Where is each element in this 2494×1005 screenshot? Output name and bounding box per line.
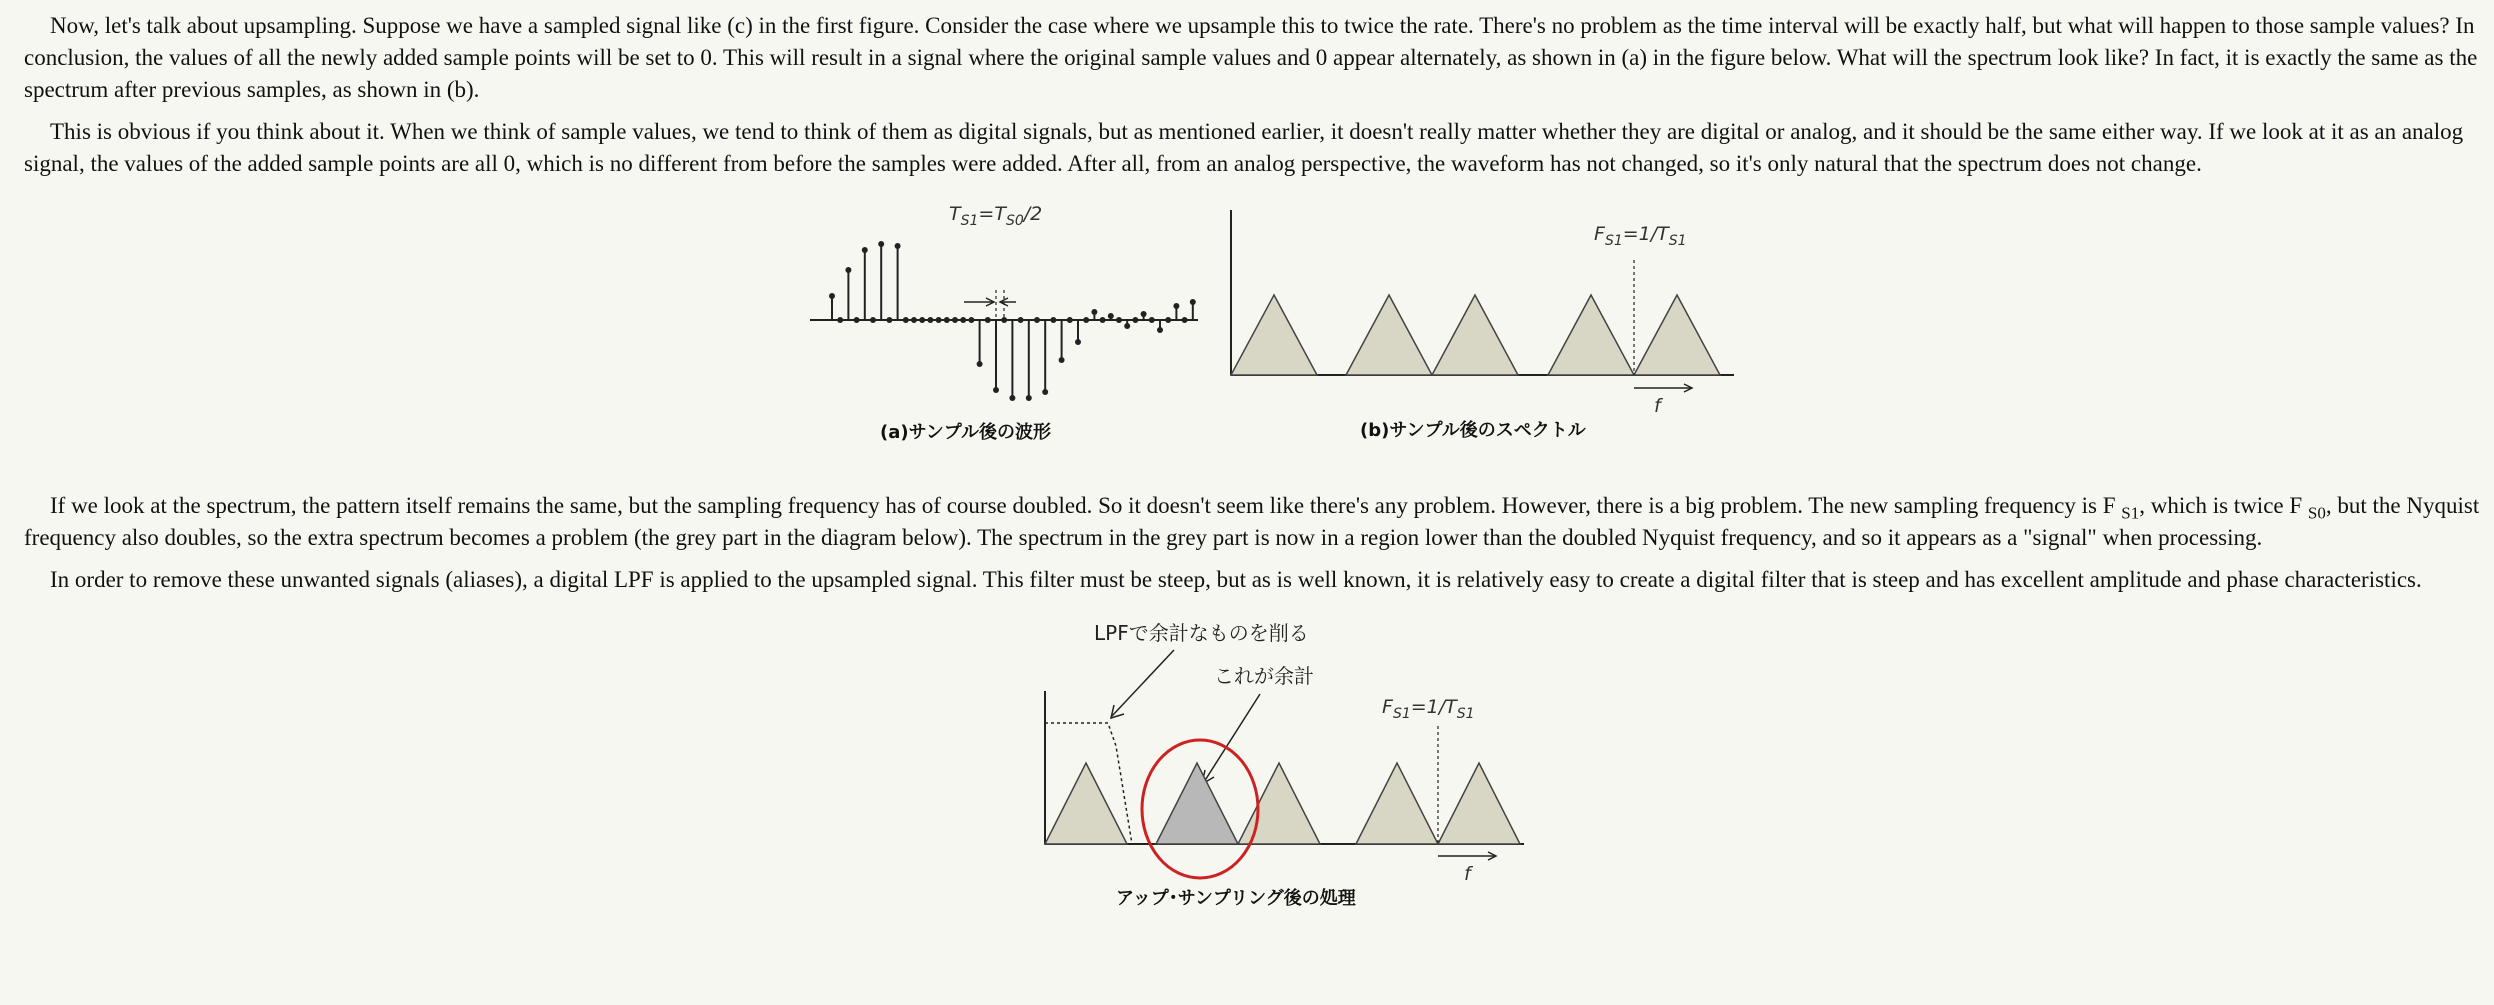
frequency-label: f	[1654, 395, 1661, 417]
sample-point	[895, 243, 901, 249]
spectrum-triangle	[1231, 295, 1317, 375]
sample-point	[1018, 317, 1024, 323]
sample-point	[837, 317, 843, 323]
sample-point	[1009, 395, 1015, 401]
sample-point	[854, 317, 860, 323]
sample-point	[1141, 311, 1147, 317]
sample-point	[903, 317, 909, 323]
sample-point	[1108, 313, 1114, 319]
sample-point	[1067, 317, 1073, 323]
caption-spectrum: (b)サンプル後のスペクトル	[1360, 420, 1586, 441]
spectrum-triangle	[1356, 763, 1438, 844]
sample-point	[829, 293, 835, 299]
sample-point	[870, 317, 876, 323]
spectrum-triangle	[1432, 295, 1518, 375]
sample-point	[886, 317, 892, 323]
sample-point	[1116, 317, 1122, 323]
sample-point	[960, 317, 966, 323]
spectrum-figure	[1224, 190, 1744, 430]
sample-point	[1059, 357, 1065, 363]
sample-point	[862, 247, 868, 253]
sample-point	[1149, 317, 1155, 323]
sample-point	[1190, 299, 1196, 305]
paragraph-2: This is obvious if you think about it. When we think of sample values, we tend to think of them as digital signals, but as mentioned earlier, it doesn't really matter whether they are digital or analog, and it should be the same either way. If we look at it as an analog signal, the values of the added sample points are all 0, which is no different from before the samples were added. After all, from an analog perspective, the waveform has not changed, so it's only natural that the spectrum does not change.	[24, 119, 2464, 176]
sample-interval-label: $T_{S1}=T_{S0}/2$	[949, 203, 1043, 229]
sample-point	[968, 317, 974, 323]
sample-point	[977, 361, 983, 367]
fs-label: $F_{S1}=1/T_{S1}$	[1382, 696, 1475, 722]
sample-point	[1026, 395, 1032, 401]
figure-upsampled-signal	[24, 190, 2480, 490]
sample-point	[878, 241, 884, 247]
sample-point	[919, 317, 925, 323]
caption-lpf-processing: アップ･サンプリング後の処理	[1116, 888, 1356, 909]
sample-point	[1182, 317, 1188, 323]
sample-point	[1124, 323, 1130, 329]
sample-point	[1132, 317, 1138, 323]
sample-point	[936, 317, 942, 323]
figure-lpf-processing	[24, 606, 2480, 926]
sample-point	[1050, 317, 1056, 323]
sample-point	[1034, 317, 1040, 323]
sample-point	[1001, 317, 1007, 323]
lpf-figure	[1014, 606, 1554, 926]
caption-waveform: (a)サンプル後の波形	[880, 422, 1051, 443]
sample-point	[845, 267, 851, 273]
sample-point	[1075, 339, 1081, 345]
waveform-figure	[804, 190, 1204, 450]
sample-point	[944, 317, 950, 323]
sample-point	[1042, 389, 1048, 395]
paragraph-3: If we look at the spectrum, the pattern itself remains the same, but the sampling frequency has of course doubled. So it doesn't seem like there's any problem. However, there is a big problem. The new sampling frequency is F $_{S1}$, which is twice F $_{S0}$, but the Nyquist frequency also doubles, so the extra spectrum becomes a problem (the grey part in the diagram below). The spectrum in the grey part is now in a region lower than the doubled Nyquist frequency, and so it appears as a "signal" when processing.	[24, 493, 2480, 550]
sample-point	[911, 317, 917, 323]
sample-point	[952, 317, 958, 323]
sample-point	[1157, 327, 1163, 333]
sample-point	[1100, 317, 1106, 323]
sample-point	[985, 317, 991, 323]
frequency-label: f	[1464, 863, 1471, 885]
annotation-lpf: LPFで余計なものを削る	[1094, 621, 1309, 645]
spectrum-triangle	[1634, 295, 1720, 375]
alias-triangle	[1156, 763, 1238, 844]
sample-point	[927, 317, 933, 323]
paragraph-4: In order to remove these unwanted signals (aliases), a digital LPF is applied to the upsampled signal. This filter must be steep, but as is well known, it is relatively easy to create a digital filter that is steep and has excellent amplitude and phase characteristics.	[50, 567, 2422, 592]
sample-point	[1083, 317, 1089, 323]
fs-label: $F_{S1}=1/T_{S1}$	[1594, 223, 1687, 249]
article-body	[24, 10, 2480, 926]
spectrum-triangle	[1045, 763, 1127, 844]
paragraph-1: Now, let's talk about upsampling. Suppose we have a sampled signal like (c) in the first figure. Consider the case where we upsample this to twice the rate. There's no problem as the time interval will be exactly half, but what will happen to those sample values? In conclusion, the values of all the newly added sample points will be set to 0. This will result in a signal where the original sample values and 0 appear alternately, as shown in (a) in the figure below. What will the spectrum look like? In fact, it is exactly the same as the spectrum after previous samples, as shown in (b).	[24, 13, 2478, 102]
sample-point	[1165, 317, 1171, 323]
sample-point	[993, 387, 999, 393]
sample-point	[1173, 303, 1179, 309]
spectrum-triangle	[1548, 295, 1634, 375]
sample-point	[1091, 309, 1097, 315]
annotation-extra: これが余計	[1214, 664, 1314, 688]
spectrum-triangle	[1346, 295, 1432, 375]
spectrum-triangle	[1438, 763, 1520, 844]
